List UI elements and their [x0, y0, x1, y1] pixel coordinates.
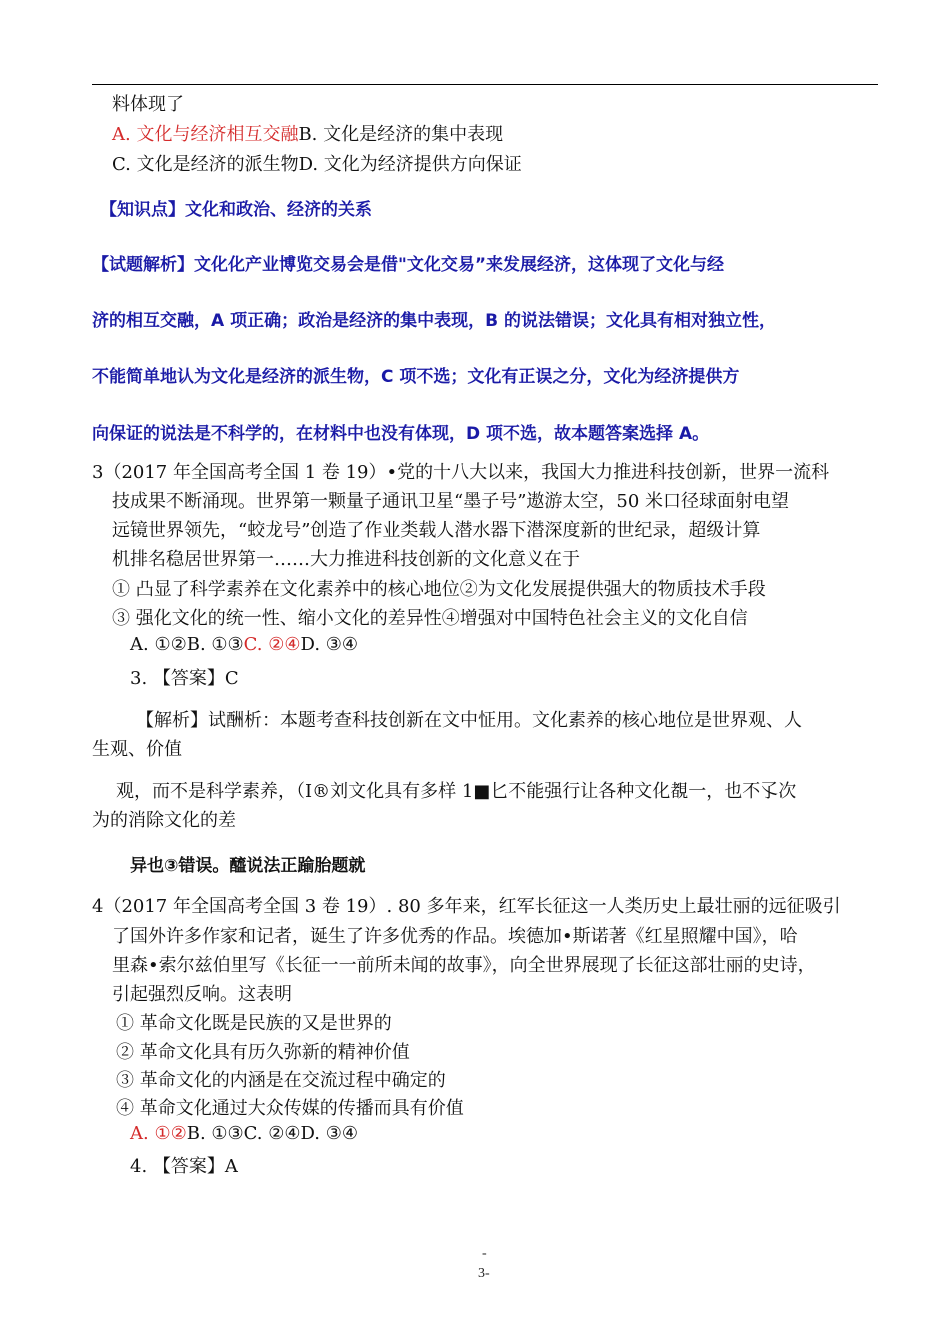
q3-item-line-1: ① 凸显了科学素养在文化素养中的核心地位②为文化发展提供强大的物质技术手段 [112, 579, 766, 600]
footer-dash: - [482, 1246, 487, 1261]
q3-options [130, 634, 358, 655]
q4-stem-line-2: 了国外许多作家和记者，诞生了许多优秀的作品。埃德加•斯诺著《红星照耀中国》，哈 [112, 926, 798, 947]
q3-stem-line-3: 远镜世界领先，“蛟龙号”创造了作业类载人潜水器下潜深度新的世纪录，超级计算 [112, 520, 761, 541]
q3-stem-line-1: 3（2017 年全国高考全国 1 卷 19）•党的十八大以来，我国大力推进科技创新，世界一流科 [92, 462, 830, 483]
q4-option-a: A. ①② [130, 1123, 187, 1144]
q2-analysis-line-3: 不能简单地认为文化是经济的派生物，C 项不选；文化有正误之分，文化为经济提供方 [92, 367, 740, 387]
q2-analysis-line-1: 【试题解析】文化化产业博览交易会是借"文化交易”来发展经济，这体现了文化与经 [92, 255, 725, 275]
q3-option-d: D. ③④ [300, 634, 359, 655]
q3-analysis-line-4: 为的消除文化的差 [92, 810, 236, 831]
q3-option-c: C. ②④ [243, 634, 301, 655]
q2-analysis-line-4: 向保证的说法是不科学的，在材料中也没有体现，D 项不选，故本题答案选择 A。 [92, 424, 710, 444]
q4-option-bcd: B. ①③C. ②④D. ③④ [186, 1123, 359, 1144]
q2-option-c: C. 文化是经济的派生物 [112, 154, 299, 175]
q4-answer: 4. 【答案】A [130, 1156, 238, 1177]
q3-analysis-line-3: 观，而不是科学素养，（I®刘文化具有多样 1■匕不能强行让各种文化覩一，也不孓次 [116, 781, 797, 802]
q3-stem-line-4: 机排名稳居世界第一……大力推进科技创新的文化意义在于 [112, 549, 580, 570]
q4-item-4: ④ 革命文化通过大众传媒的传播而具有价值 [116, 1098, 464, 1119]
q2-knowledge-point: 【知识点】文化和政治、经济的关系 [100, 200, 372, 220]
q4-item-2: ② 革命文化具有历久弥新的精神价值 [116, 1042, 410, 1063]
q4-options [130, 1123, 358, 1144]
q2-option-a: A. 文化与经济相互交融 [112, 124, 299, 145]
q3-answer: 3. 【答案】C [130, 668, 239, 689]
q3-stem-line-2: 技成果不断涌现。世界第一颗量子通讯卫星“墨子号”遨游太空，50 米口径球面射电望 [112, 491, 790, 512]
q2-analysis-line-2: 济的相互交融，A 项正确；政治是经济的集中表现，B 的说法错误；文化具有相对独立性， [92, 311, 776, 331]
q3-analysis-line-2: 生观、价值 [92, 739, 182, 760]
q4-stem-line-3: 里森•索尔兹伯里写《长征一一前所未闻的故事》，向全世界展现了长征这部壮丽的史诗， [112, 955, 816, 976]
q4-stem-line-4: 引起强烈反响。这表明 [112, 984, 292, 1005]
q2-options-row-2 [112, 150, 522, 176]
q3-option-ab: A. ①②B. ①③ [130, 634, 244, 655]
q3-analysis-line-5: 异也③错误。醯说法正踰胎题就 [130, 856, 366, 876]
q2-stem-tail: 料体现了 [112, 94, 184, 115]
q4-item-1: ① 革命文化既是民族的又是世界的 [116, 1013, 392, 1034]
header-rule [92, 84, 878, 85]
q3-item-line-2: ③ 强化文化的统一性、缩小文化的差异性④增强对中国特色社会主义的文化自信 [112, 608, 748, 629]
q2-option-b: B. 文化是经济的集中表现 [298, 124, 504, 145]
q4-item-3: ③ 革命文化的内涵是在交流过程中确定的 [116, 1070, 446, 1091]
q3-analysis-line-1: 【解析】试酬析：本题考查科技创新在文中怔用。文化素养的核心地位是世界观、人 [136, 710, 802, 731]
q2-options-row-1 [112, 120, 503, 146]
q2-option-d: D. 文化为经济提供方向保证 [298, 154, 522, 175]
q4-stem-line-1: 4（2017 年全国高考全国 3 卷 19）. 80 多年来，红军长征这一人类历史上最壮丽的远征吸引 [92, 896, 841, 917]
page-number: 3- [478, 1266, 490, 1281]
